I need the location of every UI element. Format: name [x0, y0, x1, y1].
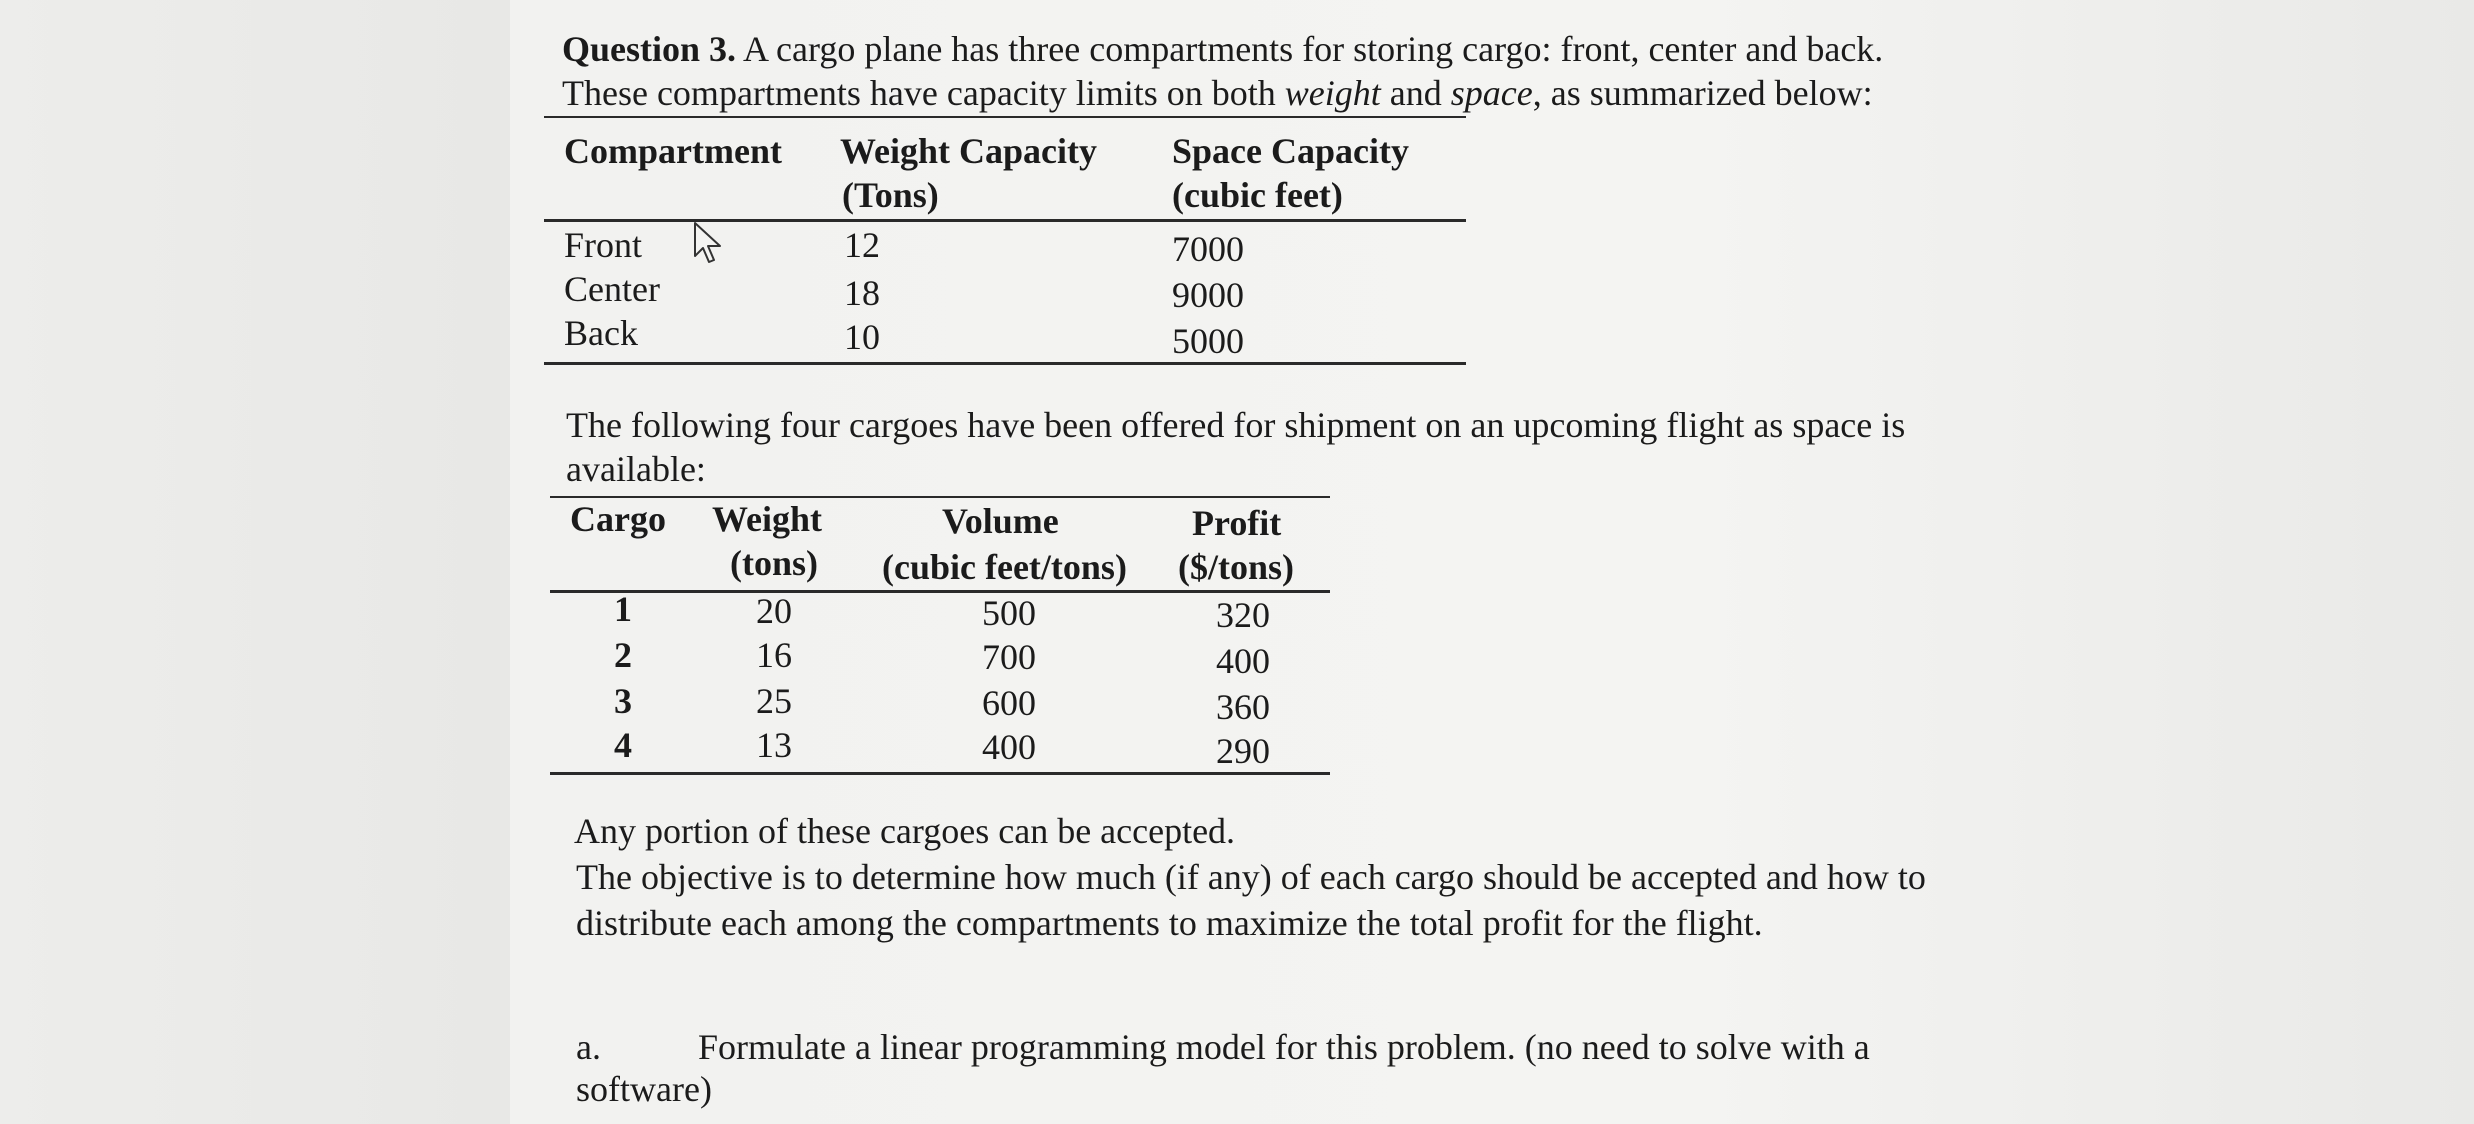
col-space-header: Space Capacity — [1172, 131, 1409, 171]
table-cell: 9000 — [1172, 275, 1244, 315]
table-cell: 500 — [982, 593, 1036, 633]
col-profit-unit: ($/tons) — [1178, 547, 1294, 587]
paragraph-line: available: — [566, 449, 706, 489]
table-cell: 600 — [982, 683, 1036, 723]
question-label: Question 3. — [562, 29, 737, 69]
table-row: 2 — [614, 635, 632, 675]
col-weight-unit: (Tons) — [842, 175, 939, 215]
table-cell: 7000 — [1172, 229, 1244, 269]
table1-top-rule — [544, 116, 1466, 118]
col-space-unit: (cubic feet) — [1172, 175, 1343, 215]
paragraph-line: distribute each among the compartments to maximize the total profit for the flight. — [576, 903, 1763, 943]
paragraph-line: The objective is to determine how much (if any) of each cargo should be accepted and how to — [576, 857, 1926, 897]
col-weight-unit: (tons) — [730, 543, 818, 583]
mouse-pointer-icon — [692, 220, 726, 266]
question-line-2: These compartments have capacity limits on both weight and space, as summarized below: — [562, 73, 1873, 113]
paragraph-line: Any portion of these cargoes can be accepted. — [574, 811, 1236, 851]
table2-bottom-rule — [550, 772, 1330, 775]
table-cell: 16 — [756, 635, 792, 675]
table-row: 3 — [614, 681, 632, 721]
part-a-line-1: Formulate a linear programming model for this problem. (no need to solve with a — [698, 1027, 1870, 1067]
col-compartment-header: Compartment — [564, 131, 782, 171]
table2-top-rule — [550, 496, 1330, 498]
table-cell: 20 — [756, 591, 792, 631]
table-cell: 18 — [844, 273, 880, 313]
table1-header-rule — [544, 219, 1466, 222]
table-cell: 360 — [1216, 687, 1270, 727]
table-cell: 290 — [1216, 731, 1270, 771]
table-row: 4 — [614, 725, 632, 765]
col-weight-header: Weight — [712, 499, 823, 539]
table-row: Center — [564, 269, 660, 309]
table-row: Front — [564, 225, 643, 265]
col-weight-header: Weight Capacity — [840, 131, 1097, 171]
table-cell: 12 — [844, 225, 880, 265]
table-cell: 5000 — [1172, 321, 1244, 361]
col-volume-unit: (cubic feet/tons) — [882, 547, 1127, 587]
table2-header-rule — [550, 590, 1330, 593]
part-a-line-2: software) — [576, 1069, 712, 1109]
col-volume-header: Volume — [942, 501, 1059, 541]
question-line-1: Question 3. A cargo plane has three compartments for storing cargo: front, center and back. — [562, 29, 1884, 69]
table-cell: 13 — [756, 725, 792, 765]
paragraph-line: The following four cargoes have been offered for shipment on an upcoming flight as space is — [566, 405, 1906, 445]
table-row: Back — [564, 313, 638, 353]
table1-bottom-rule — [544, 362, 1466, 365]
table-row: 1 — [614, 589, 632, 629]
col-profit-header: Profit — [1192, 503, 1282, 543]
left-margin — [0, 0, 510, 1124]
table-cell: 400 — [982, 727, 1036, 767]
part-a-label: a. — [576, 1027, 601, 1067]
table-cell: 25 — [756, 681, 792, 721]
table-cell: 400 — [1216, 641, 1270, 681]
col-cargo-header: Cargo — [570, 499, 666, 539]
table-cell: 10 — [844, 317, 880, 357]
table-cell: 700 — [982, 637, 1036, 677]
table-cell: 320 — [1216, 595, 1270, 635]
